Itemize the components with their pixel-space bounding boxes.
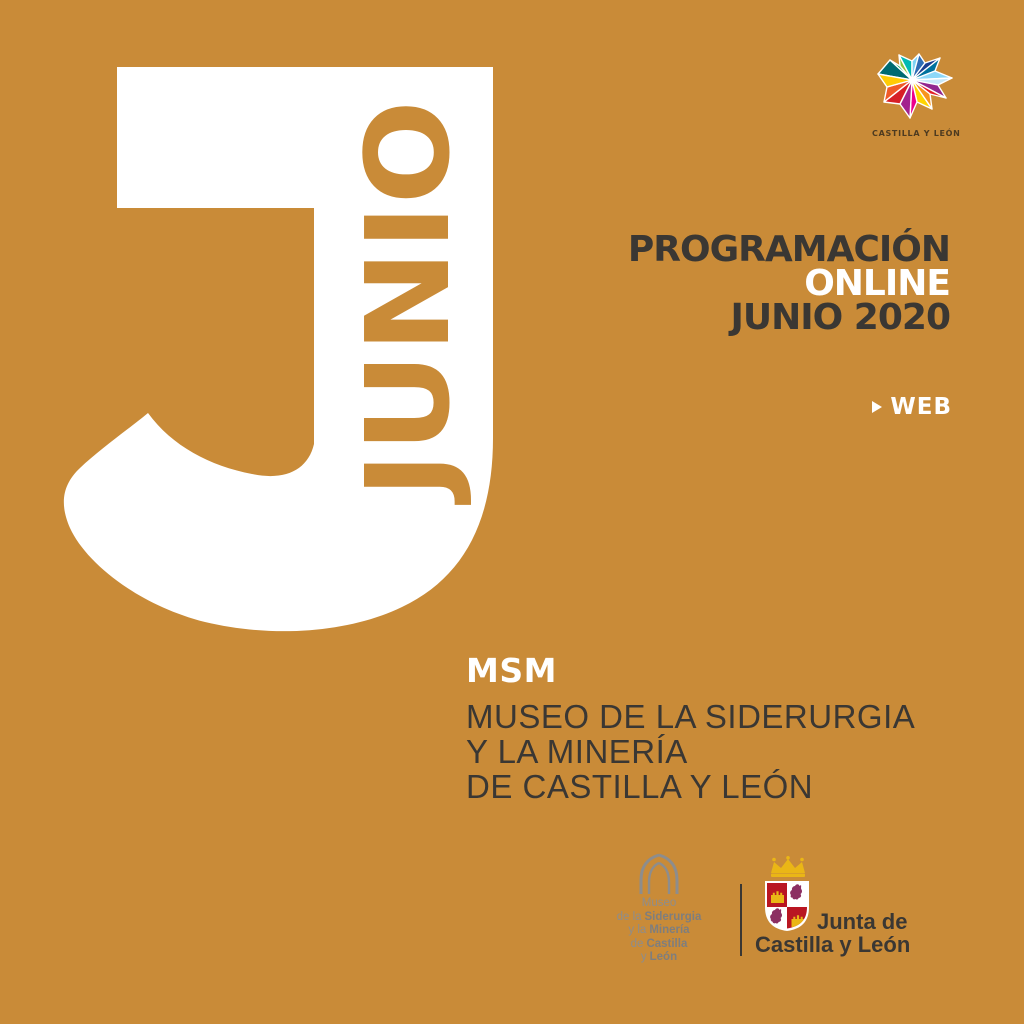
museum-logo-word: y	[640, 951, 647, 964]
museum-logo-word-bold: Siderurgia	[644, 910, 702, 923]
museum-logo-word: de	[630, 937, 644, 950]
castilla-y-leon-brand	[872, 52, 960, 138]
museum-logo-line-5	[611, 951, 707, 965]
msm-acronym: MSM	[466, 651, 557, 690]
msm-line-3: DE CASTILLA Y LEÓN	[466, 768, 814, 805]
program-online: ONLINE	[804, 263, 950, 304]
program-block	[627, 229, 950, 338]
msm-title-block	[466, 651, 915, 804]
museum-logo-word: Museo	[641, 897, 677, 909]
web-label: WEB	[890, 394, 952, 420]
castilla-y-leon-caption: CASTILLA Y LEÓN	[872, 129, 961, 138]
logo-divider	[740, 884, 742, 956]
museum-logo-word: y la	[628, 924, 647, 937]
junta-line-1: Junta de	[817, 909, 908, 934]
castle-glyph	[771, 891, 784, 903]
program-title: PROGRAMACIÓN	[627, 229, 950, 270]
museum-logo-word-bold: León	[649, 951, 678, 964]
museum-logo	[611, 852, 707, 965]
web-link[interactable]	[872, 394, 952, 420]
museum-logo-word-bold: Minería	[649, 924, 690, 937]
museum-logo-word-bold: Castilla	[646, 937, 688, 950]
junta-logo-text	[755, 910, 910, 956]
museum-logo-line-3	[611, 924, 707, 938]
arrow-right-icon	[872, 401, 882, 413]
program-month: JUNIO 2020	[730, 297, 950, 338]
museum-logo-word: de la	[616, 910, 642, 923]
castilla-y-leon-star-icon	[872, 52, 960, 124]
museum-logo-line-2	[611, 911, 707, 925]
crown-icon	[767, 856, 809, 878]
museum-logo-line-1	[611, 897, 707, 911]
msm-line-1: MUSEO DE LA SIDERURGIA	[466, 698, 916, 735]
msm-line-2: Y LA MINERÍA	[466, 733, 688, 770]
junio-vertical-text: JUNIO	[342, 125, 476, 498]
gothic-arch-icon	[636, 852, 682, 894]
museum-logo-line-4	[611, 938, 707, 952]
junta-line-2: Castilla y León	[755, 932, 911, 957]
